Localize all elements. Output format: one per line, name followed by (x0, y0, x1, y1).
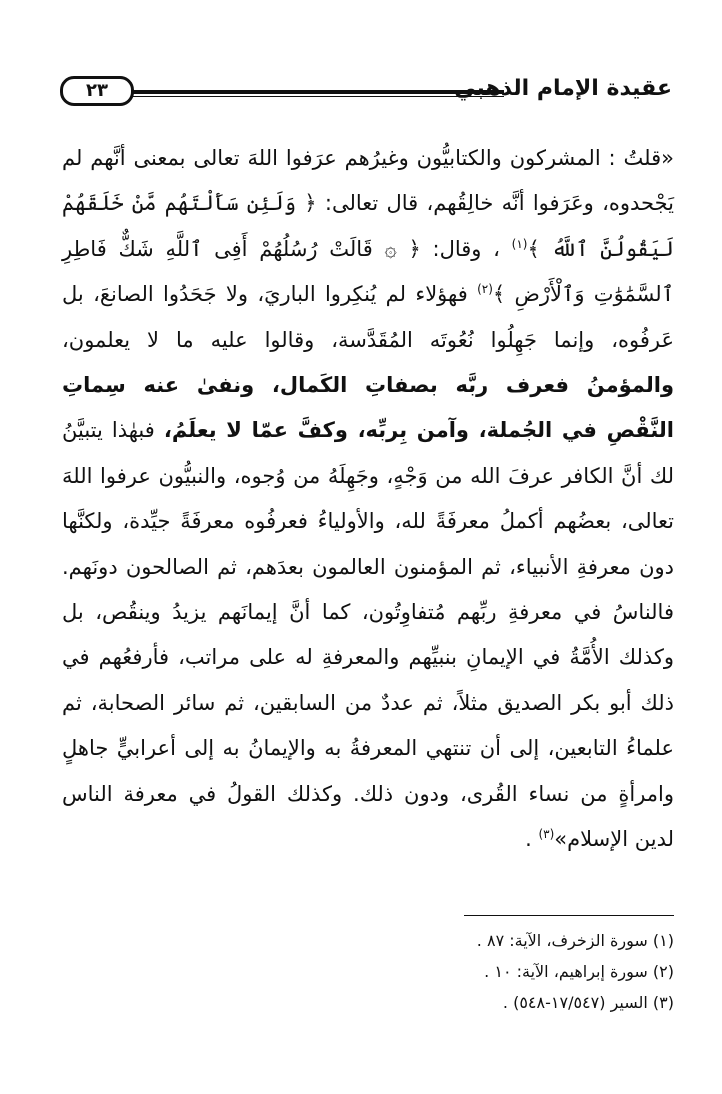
footnote-text: السير (١٧/٥٤٧-٥٤٨) . (502, 993, 648, 1012)
page-number: ٢٣ (60, 76, 134, 106)
running-header (60, 74, 672, 110)
footnote-ref: (٣) (538, 827, 555, 842)
header-rule (126, 90, 504, 97)
footnote-rule (464, 915, 674, 916)
footnote-marker: (١) (652, 931, 674, 950)
text-segment: فبهٰذا يتبيَّنُ لك أنَّ الكافر عرفَ الله من وَجْهٍ، وجَهِلَهُ من وُجوه، والنبيُّون عرفوا اللهَ تعالى، بعضُهم أكملُ معرفَةً لله، والأولياءُ فعرفُوه معرفَةً جيِّدة، ولكنَّها دون معرفةِ الأنبياء، ثم المؤمنون العالمون بعدَهم، ثم الصالحون دونَهم. فالناسُ في معرفةِ ربِّهم مُتفاوِتُون، كما أنَّ إيمانَهم يزيدُ وينقُص، بل وكذلك الأُمَّةُ في الإيمانِ بنبيِّهم والمعرفةِ له على مراتب، فأرفعُهم في ذلك أبو بكر الصديق مثلاً، ثم عددٌ من السابقين، ثم سائر الصحابة، ثم علماءُ التابعين، إلى أن تنتهي المعرفةُ به والإيمانُ به إلى أعرابيٍّ جاهلٍ وامرأةٍ من نساء القُرى، ودون ذلك. وكذلك القولُ في معرفة الناس لدين الإسلام» (62, 418, 674, 852)
footnote (54, 925, 674, 956)
footnote-text: سورة الزخرف، الآية: ٨٧ . (476, 931, 648, 950)
main-paragraph (62, 136, 674, 863)
header-title: عقيدة الإمام الذهبي (454, 76, 672, 101)
footnote (54, 987, 674, 1018)
footnote-ref: (٢) (477, 282, 493, 297)
footnote-marker: (٣) (652, 993, 674, 1012)
footnotes (54, 925, 674, 1018)
text-segment: ، وقال: (420, 236, 512, 261)
text-segment: «قلتُ : المشركون والكتابيُّون وغيرُهم عرَفوا اللهَ تعالى بمعنى أنَّهم لم يَجْحدوه، وعَرَفوا أنَّه خالِقُهم، قال تعالى: (62, 146, 674, 216)
body-text (62, 136, 674, 863)
quran-verse: ﴿ وَلَئِن سَأَلْتَهُم مَّنْ خَلَقَهُمْ لَيَقُولُنَّ ٱللَّهُ ﴾ (62, 191, 674, 261)
footnote-ref: (١) (511, 236, 528, 251)
text-segment: . (525, 827, 539, 852)
footnote (54, 956, 674, 987)
emphasized-text: والمؤمنُ فعرف ربَّه بصفاتِ الكَمال، ونفىٰ عنه سِماتِ النَّقْصِ في الجُملة، وآمن بِربِّه، وكفَّ عمّا لا يعلَمُ، (62, 373, 674, 443)
footnote-text: سورة إبراهيم، الآية: ١٠ . (484, 962, 648, 981)
text-segment: فهؤلاء لم يُنكِروا الباريَ، ولا جَحَدُوا الصانعَ، بل عَرفُوه، وإنما جَهِلُوا نُعُوتَه المُقَدَّسة، وقالوا عليه ما لا يعلمون، (62, 282, 674, 352)
quran-verse: ﴿ ۞ قَالَتْ رُسُلُهُمْ أَفِى ٱللَّهِ شَكٌّ فَاطِرِ ٱلسَّمَٰوَٰتِ وَٱلْأَرْضِ ﴾ (62, 236, 675, 307)
footnote-marker: (٢) (652, 962, 674, 981)
